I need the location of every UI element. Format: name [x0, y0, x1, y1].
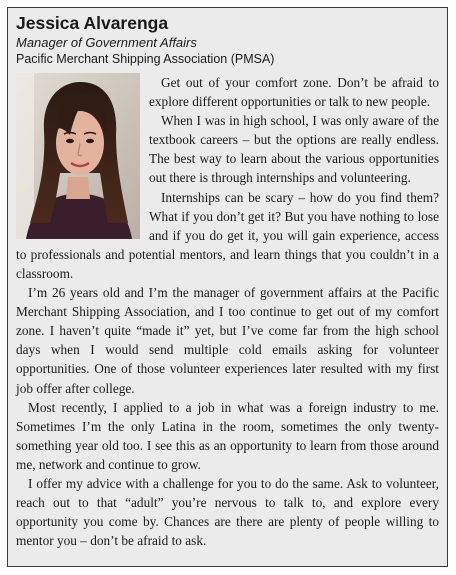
- paragraph-4: I’m 26 years old and I’m the manager of government affairs at the Pacific Merchant Shipping Association, and I too continue to get out of my comfort zone. I haven’t quite “made it” yet, but I’ve come far from the high school days when I would send multiple cold emails asking for volunteer opportunities. One of those volunteer experiences later resulted with my first job offer after college.: [16, 285, 439, 396]
- paragraph-2: When I was in high school, I was only aware of the textbook careers – but the options are really endless. The best way to learn about the various opportunities out there is through internships and volunteering.: [149, 113, 439, 186]
- profile-photo: [16, 73, 140, 239]
- profile-card: [7, 7, 448, 567]
- paragraph-1: Get out of your comfort zone. Don’t be afraid to explore different opportunities or talk to new people.: [149, 75, 439, 110]
- profile-title: Manager of Government Affairs: [16, 35, 197, 50]
- profile-organization: Pacific Merchant Shipping Association (PMSA): [16, 52, 275, 66]
- paragraph-3: Internships can be scary – how do you find them? What if you don’t get it? But you have nothing to lose and if you do get it, you will gain experience, access to professionals and potential mentors, and learn things that you couldn’t in a classroom.: [16, 189, 439, 281]
- paragraph-5: Most recently, I applied to a job in what was a foreign industry to me. Sometimes I’m the only Latina in the room, sometimes the only twenty-something year old too. I see this as an opportunity to learn from those around me, network and continue to grow.: [16, 399, 439, 472]
- paragraph-6: I offer my advice with a challenge for you to do the same. Ask to volunteer, reach out to that “adult” you’re nervous to talk to, and explore every opportunity you come by. Chances are there are plenty of people willing to mentor you – don’t be afraid to ask.: [16, 475, 439, 549]
- profile-name: Jessica Alvarenga: [16, 13, 169, 33]
- article-body: [16, 73, 439, 550]
